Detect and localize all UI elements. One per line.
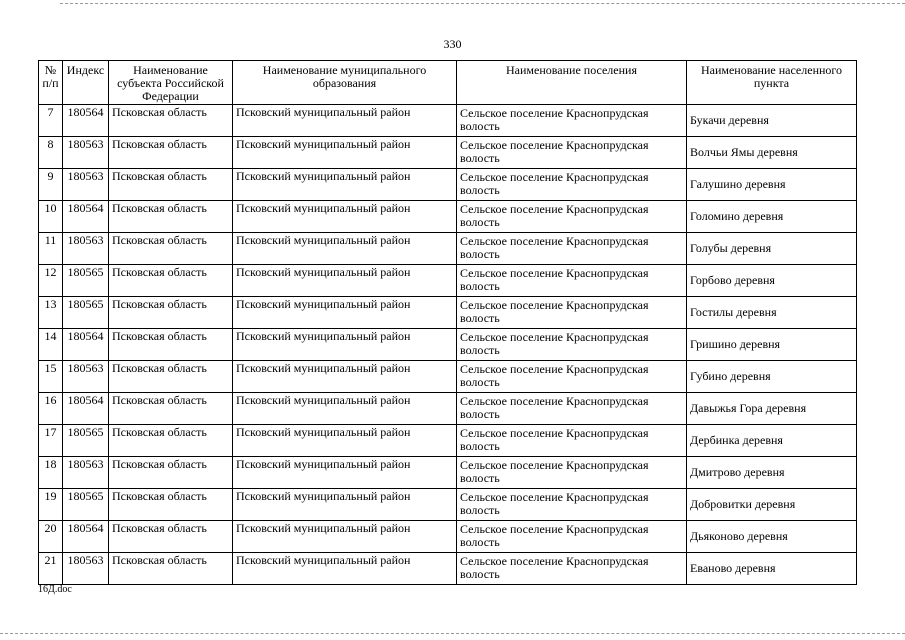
table-row bbox=[39, 329, 857, 361]
row-municipality-cell: Псковский муниципальный район bbox=[233, 105, 457, 137]
row-municipality-cell: Псковский муниципальный район bbox=[233, 393, 457, 425]
table-row bbox=[39, 169, 857, 201]
row-municipality-cell: Псковский муниципальный район bbox=[233, 553, 457, 585]
scan-edge-top bbox=[60, 0, 905, 4]
localities-table bbox=[38, 60, 857, 585]
row-subject-cell: Псковская область bbox=[109, 425, 233, 457]
row-num-cell: 18 bbox=[39, 457, 63, 489]
row-settlement-line2: волость bbox=[460, 279, 500, 293]
table-row bbox=[39, 393, 857, 425]
row-municipality-cell: Псковский муниципальный район bbox=[233, 169, 457, 201]
row-num-cell: 19 bbox=[39, 489, 63, 521]
row-municipality-cell: Псковский муниципальный район bbox=[233, 329, 457, 361]
row-locality-cell: Галушино деревня bbox=[687, 169, 857, 201]
row-settlement-line2: волость bbox=[460, 247, 500, 261]
header-settlement: Наименование поселения bbox=[457, 61, 687, 105]
table-row bbox=[39, 553, 857, 585]
row-settlement-line1: Сельское поселение Краснопрудская bbox=[460, 458, 649, 472]
table-row bbox=[39, 105, 857, 137]
row-municipality-cell: Псковский муниципальный район bbox=[233, 137, 457, 169]
row-settlement-line2: волость bbox=[460, 119, 500, 133]
row-settlement-line1: Сельское поселение Краснопрудская bbox=[460, 522, 649, 536]
row-settlement-cell bbox=[457, 169, 687, 201]
row-num-cell: 10 bbox=[39, 201, 63, 233]
row-locality-cell: Еваново деревня bbox=[687, 553, 857, 585]
row-settlement-cell bbox=[457, 233, 687, 265]
row-index-cell: 180564 bbox=[63, 201, 109, 233]
row-num-cell: 7 bbox=[39, 105, 63, 137]
row-settlement-line1: Сельское поселение Краснопрудская bbox=[460, 234, 649, 248]
row-settlement-line2: волость bbox=[460, 375, 500, 389]
row-municipality-cell: Псковский муниципальный район bbox=[233, 425, 457, 457]
row-subject-cell: Псковская область bbox=[109, 457, 233, 489]
row-settlement-line2: волость bbox=[460, 439, 500, 453]
header-num: № п/п bbox=[39, 61, 63, 105]
row-subject-cell: Псковская область bbox=[109, 297, 233, 329]
row-locality-cell: Букачи деревня bbox=[687, 105, 857, 137]
row-settlement-line2: волость bbox=[460, 471, 500, 485]
row-settlement-cell bbox=[457, 521, 687, 553]
row-index-cell: 180563 bbox=[63, 553, 109, 585]
row-index-cell: 180564 bbox=[63, 105, 109, 137]
row-settlement-line1: Сельское поселение Краснопрудская bbox=[460, 490, 649, 504]
row-locality-cell: Губино деревня bbox=[687, 361, 857, 393]
row-num-cell: 14 bbox=[39, 329, 63, 361]
row-locality-cell: Волчьи Ямы деревня bbox=[687, 137, 857, 169]
table-row bbox=[39, 233, 857, 265]
row-settlement-line1: Сельское поселение Краснопрудская bbox=[460, 298, 649, 312]
row-locality-cell: Гришино деревня bbox=[687, 329, 857, 361]
row-settlement-line2: волость bbox=[460, 151, 500, 165]
row-municipality-cell: Псковский муниципальный район bbox=[233, 233, 457, 265]
row-municipality-cell: Псковский муниципальный район bbox=[233, 457, 457, 489]
header-subject: Наименование субъекта Российской Федерации bbox=[109, 61, 233, 105]
row-index-cell: 180564 bbox=[63, 521, 109, 553]
row-settlement-line1: Сельское поселение Краснопрудская bbox=[460, 106, 649, 120]
row-settlement-cell bbox=[457, 457, 687, 489]
row-settlement-cell bbox=[457, 265, 687, 297]
row-settlement-cell bbox=[457, 489, 687, 521]
row-subject-cell: Псковская область bbox=[109, 329, 233, 361]
row-locality-cell: Голубы деревня bbox=[687, 233, 857, 265]
row-settlement-line2: волость bbox=[460, 535, 500, 549]
row-subject-cell: Псковская область bbox=[109, 169, 233, 201]
row-settlement-line2: волость bbox=[460, 567, 500, 581]
footer-filename: 16Д.doc bbox=[38, 584, 72, 595]
row-settlement-cell bbox=[457, 553, 687, 585]
table-header bbox=[39, 61, 857, 105]
row-num-cell: 8 bbox=[39, 137, 63, 169]
row-municipality-cell: Псковский муниципальный район bbox=[233, 297, 457, 329]
row-municipality-cell: Псковский муниципальный район bbox=[233, 489, 457, 521]
row-index-cell: 180565 bbox=[63, 425, 109, 457]
row-num-cell: 15 bbox=[39, 361, 63, 393]
table-row bbox=[39, 137, 857, 169]
scan-edge-bottom bbox=[0, 633, 905, 638]
row-settlement-cell bbox=[457, 201, 687, 233]
row-settlement-cell bbox=[457, 137, 687, 169]
row-index-cell: 180563 bbox=[63, 137, 109, 169]
row-subject-cell: Псковская область bbox=[109, 201, 233, 233]
table-row bbox=[39, 265, 857, 297]
row-index-cell: 180563 bbox=[63, 457, 109, 489]
row-settlement-line1: Сельское поселение Краснопрудская bbox=[460, 170, 649, 184]
row-locality-cell: Гостилы деревня bbox=[687, 297, 857, 329]
row-subject-cell: Псковская область bbox=[109, 521, 233, 553]
table-row bbox=[39, 489, 857, 521]
row-index-cell: 180565 bbox=[63, 265, 109, 297]
row-municipality-cell: Псковский муниципальный район bbox=[233, 201, 457, 233]
row-index-cell: 180564 bbox=[63, 393, 109, 425]
row-settlement-cell bbox=[457, 361, 687, 393]
table-row bbox=[39, 521, 857, 553]
header-municipality: Наименование муниципального образования bbox=[233, 61, 457, 105]
row-num-cell: 16 bbox=[39, 393, 63, 425]
row-subject-cell: Псковская область bbox=[109, 553, 233, 585]
row-locality-cell: Дьяконово деревня bbox=[687, 521, 857, 553]
row-settlement-line1: Сельское поселение Краснопрудская bbox=[460, 394, 649, 408]
row-index-cell: 180565 bbox=[63, 297, 109, 329]
row-settlement-line1: Сельское поселение Краснопрудская bbox=[460, 554, 649, 568]
table-row bbox=[39, 361, 857, 393]
row-settlement-cell bbox=[457, 297, 687, 329]
row-settlement-line1: Сельское поселение Краснопрудская bbox=[460, 330, 649, 344]
row-index-cell: 180563 bbox=[63, 233, 109, 265]
row-num-cell: 11 bbox=[39, 233, 63, 265]
row-index-cell: 180563 bbox=[63, 361, 109, 393]
row-municipality-cell: Псковский муниципальный район bbox=[233, 521, 457, 553]
row-settlement-line1: Сельское поселение Краснопрудская bbox=[460, 266, 649, 280]
row-locality-cell: Давыжья Гора деревня bbox=[687, 393, 857, 425]
table-body bbox=[39, 105, 857, 585]
row-locality-cell: Дмитрово деревня bbox=[687, 457, 857, 489]
row-subject-cell: Псковская область bbox=[109, 265, 233, 297]
row-settlement-cell bbox=[457, 105, 687, 137]
row-subject-cell: Псковская область bbox=[109, 105, 233, 137]
row-num-cell: 21 bbox=[39, 553, 63, 585]
row-settlement-line1: Сельское поселение Краснопрудская bbox=[460, 426, 649, 440]
row-settlement-line2: волость bbox=[460, 183, 500, 197]
row-municipality-cell: Псковский муниципальный район bbox=[233, 361, 457, 393]
row-locality-cell: Добровитки деревня bbox=[687, 489, 857, 521]
row-locality-cell: Голомино деревня bbox=[687, 201, 857, 233]
header-row bbox=[39, 61, 857, 105]
row-settlement-line2: волость bbox=[460, 503, 500, 517]
row-num-cell: 20 bbox=[39, 521, 63, 553]
row-settlement-line1: Сельское поселение Краснопрудская bbox=[460, 202, 649, 216]
row-subject-cell: Псковская область bbox=[109, 137, 233, 169]
header-locality: Наименование населенного пункта bbox=[687, 61, 857, 105]
row-index-cell: 180565 bbox=[63, 489, 109, 521]
row-locality-cell: Дербинка деревня bbox=[687, 425, 857, 457]
row-settlement-cell bbox=[457, 425, 687, 457]
row-settlement-line2: волость bbox=[460, 343, 500, 357]
row-settlement-line2: волость bbox=[460, 215, 500, 229]
row-num-cell: 9 bbox=[39, 169, 63, 201]
row-num-cell: 17 bbox=[39, 425, 63, 457]
row-num-cell: 12 bbox=[39, 265, 63, 297]
row-subject-cell: Псковская область bbox=[109, 233, 233, 265]
row-municipality-cell: Псковский муниципальный район bbox=[233, 265, 457, 297]
row-settlement-cell bbox=[457, 329, 687, 361]
row-settlement-cell bbox=[457, 393, 687, 425]
row-index-cell: 180563 bbox=[63, 169, 109, 201]
table-row bbox=[39, 201, 857, 233]
row-num-cell: 13 bbox=[39, 297, 63, 329]
row-settlement-line2: волость bbox=[460, 407, 500, 421]
row-settlement-line2: волость bbox=[460, 311, 500, 325]
row-locality-cell: Горбово деревня bbox=[687, 265, 857, 297]
table-row bbox=[39, 425, 857, 457]
table-row bbox=[39, 457, 857, 489]
table-row bbox=[39, 297, 857, 329]
row-subject-cell: Псковская область bbox=[109, 361, 233, 393]
row-subject-cell: Псковская область bbox=[109, 393, 233, 425]
page-number: 330 bbox=[443, 37, 462, 51]
header-index: Индекс bbox=[63, 61, 109, 105]
row-settlement-line1: Сельское поселение Краснопрудская bbox=[460, 362, 649, 376]
row-settlement-line1: Сельское поселение Краснопрудская bbox=[460, 138, 649, 152]
row-subject-cell: Псковская область bbox=[109, 489, 233, 521]
row-index-cell: 180564 bbox=[63, 329, 109, 361]
